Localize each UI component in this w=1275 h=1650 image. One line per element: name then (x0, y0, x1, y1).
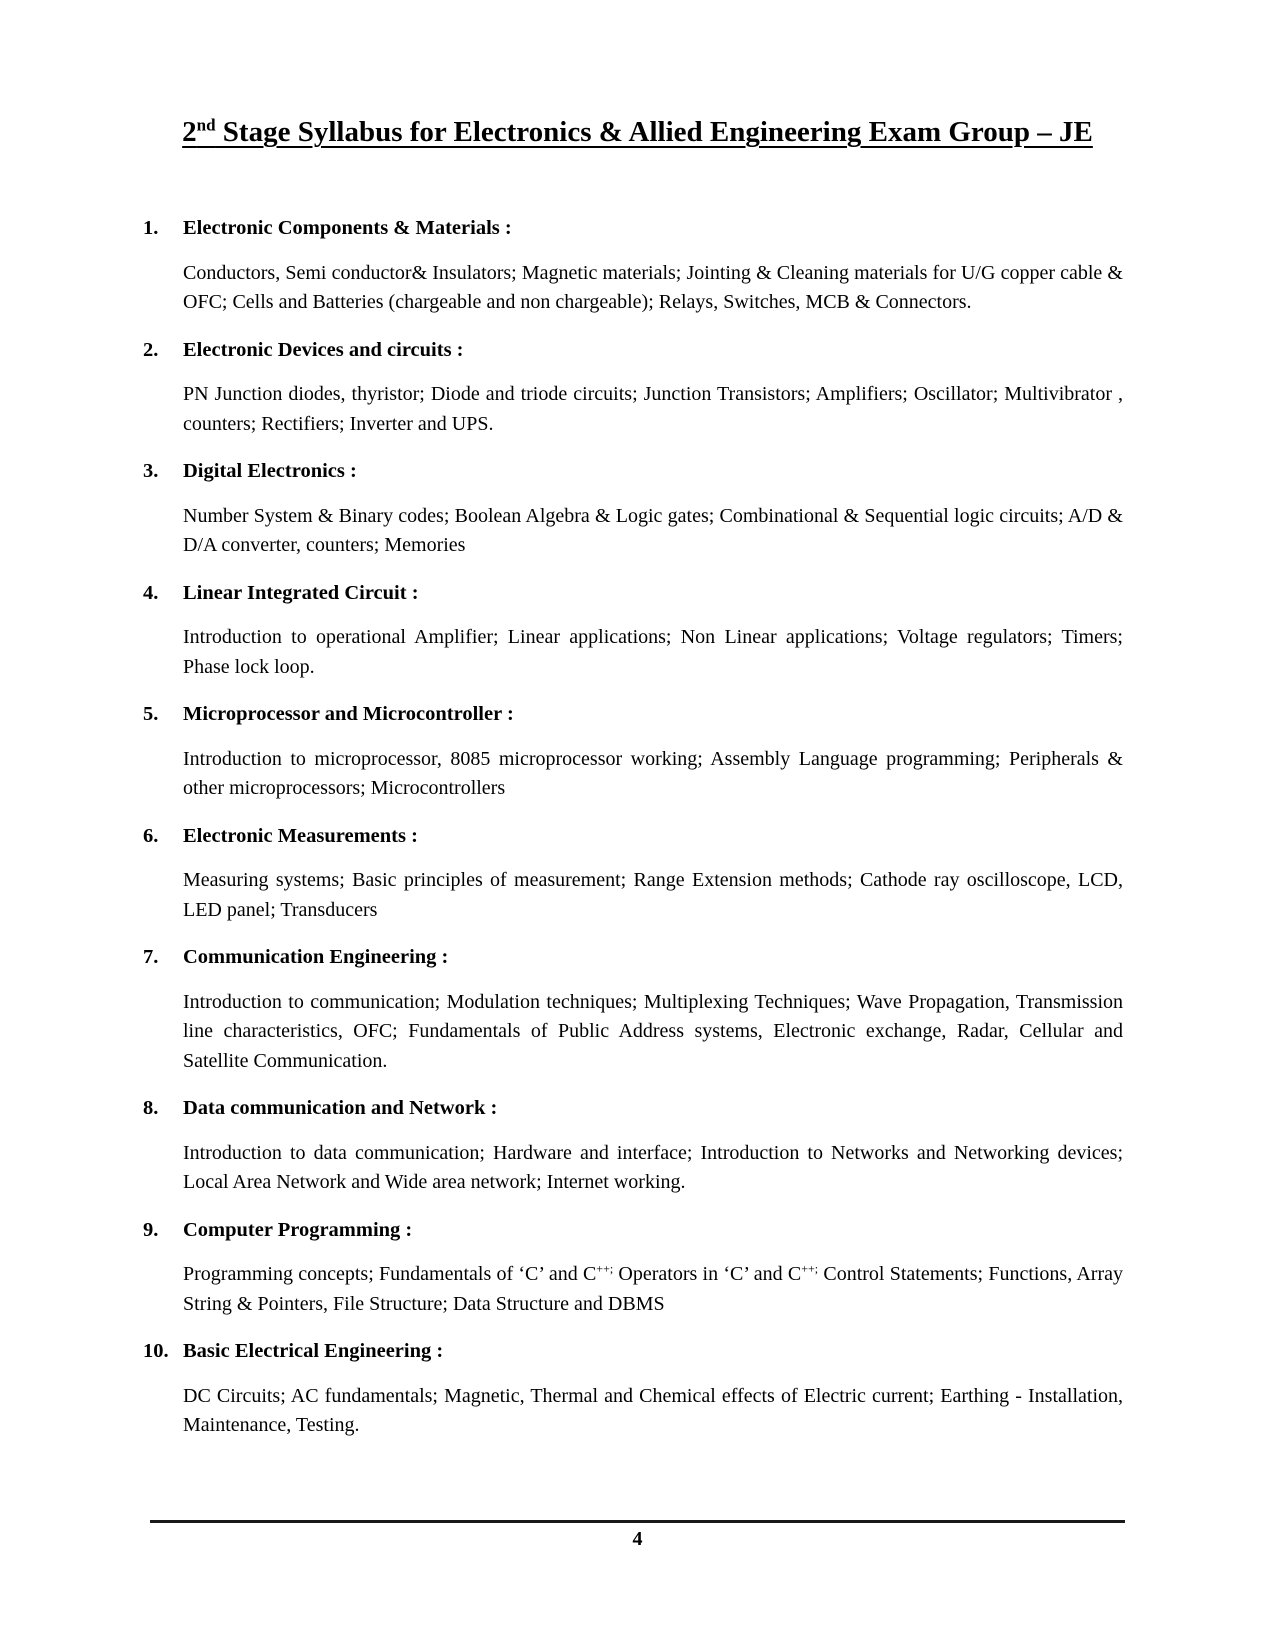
section-number: 5. (143, 703, 159, 725)
syllabus-section (143, 336, 1123, 440)
section-number: 7. (143, 946, 159, 968)
syllabus-section (143, 1094, 1123, 1198)
section-heading: Computer Programming : (183, 1218, 413, 1241)
page-number: 4 (632, 1528, 643, 1550)
section-heading: Microprocessor and Microcontroller : (183, 703, 514, 725)
section-body: Programming concepts; Fundamentals of ‘C’ and C++; Operators in ‘C’ and C++; Control Statements; Functions, Array String & Pointers, File Structure; Data Structure and DBMS (183, 1261, 1124, 1315)
section-heading-row (143, 700, 1123, 730)
section-number: 8. (143, 1097, 159, 1119)
section-heading-row (143, 457, 1123, 487)
section-heading-row (143, 1216, 1123, 1246)
section-number: 3. (143, 460, 159, 482)
syllabus-section (143, 700, 1123, 804)
section-number: 2. (143, 338, 159, 361)
syllabus-section (143, 1337, 1123, 1441)
section-body: Introduction to communication; Modulation techniques; Multiplexing Techniques; Wave Propagation, Transmission line characteristics, OFC; Fundamentals of Public Address systems, Electronic exchange, Radar, Cellular and Satellite Communication. (183, 990, 1123, 1072)
syllabus-section (143, 943, 1123, 1076)
section-heading: Communication Engineering : (183, 946, 449, 968)
section-heading-row (143, 943, 1123, 973)
section-heading: Electronic Measurements : (183, 824, 418, 847)
syllabus-section (143, 1216, 1124, 1320)
section-heading-row (143, 214, 1123, 244)
syllabus-section (143, 579, 1123, 683)
section-number: 1. (143, 217, 159, 239)
section-heading-row (143, 1094, 1123, 1124)
syllabus-section (143, 214, 1123, 318)
section-body: PN Junction diodes, thyristor; Diode and triode circuits; Junction Transistors; Amplifiers; Oscillator; Multivibrator , counters; Rectifiers; Inverter and UPS. (183, 383, 1123, 435)
section-body: Number System & Binary codes; Boolean Algebra & Logic gates; Combinational & Sequential logic circuits; A/D & D/A converter, counters; Memories (183, 504, 1123, 556)
section-heading-row (143, 579, 1123, 609)
syllabus-section (143, 457, 1123, 561)
footer-rule (150, 1520, 1125, 1523)
section-body: Measuring systems; Basic principles of measurement; Range Extension methods; Cathode ray oscilloscope, LCD, LED panel; Transducers (183, 869, 1123, 921)
section-heading: Electronic Components & Materials : (183, 217, 512, 239)
section-body: Introduction to operational Amplifier; Linear applications; Non Linear applications; Voltage regulators; Timers; Phase lock loop. (183, 626, 1123, 678)
section-body: Conductors, Semi conductor& Insulators; Magnetic materials; Jointing & Cleaning materials for U/G copper cable & OFC; Cells and Batteries (chargeable and non chargeable); Relays, Switches, MCB & Connectors. (183, 261, 1123, 313)
section-number: 10. (143, 1340, 169, 1362)
section-body: Introduction to microprocessor, 8085 microprocessor working; Assembly Language programming; Peripherals & other microprocessors; Microcontrollers (183, 747, 1123, 799)
section-heading-row (143, 336, 1123, 366)
document-title: 2nd Stage Syllabus for Electronics & Allied Engineering Exam Group – JE (182, 115, 1093, 148)
section-heading: Data communication and Network : (183, 1097, 498, 1119)
syllabus-section (143, 822, 1123, 926)
section-heading: Basic Electrical Engineering : (183, 1340, 444, 1362)
section-heading: Linear Integrated Circuit : (183, 581, 419, 604)
section-heading: Digital Electronics : (183, 460, 357, 482)
section-body: DC Circuits; AC fundamentals; Magnetic, Thermal and Chemical effects of Electric current; Earthing - Installation, Maintenance, Testing. (183, 1384, 1123, 1436)
section-heading-row (143, 822, 1123, 852)
section-heading: Electronic Devices and circuits : (183, 338, 464, 361)
syllabus-sections (143, 214, 1124, 1441)
section-number: 9. (143, 1218, 159, 1241)
section-number: 4. (143, 581, 159, 604)
section-body: Introduction to data communication; Hardware and interface; Introduction to Networks and Networking devices; Local Area Network and Wide area network; Internet working. (183, 1141, 1123, 1193)
section-heading-row (143, 1337, 1123, 1367)
section-number: 6. (143, 824, 159, 847)
